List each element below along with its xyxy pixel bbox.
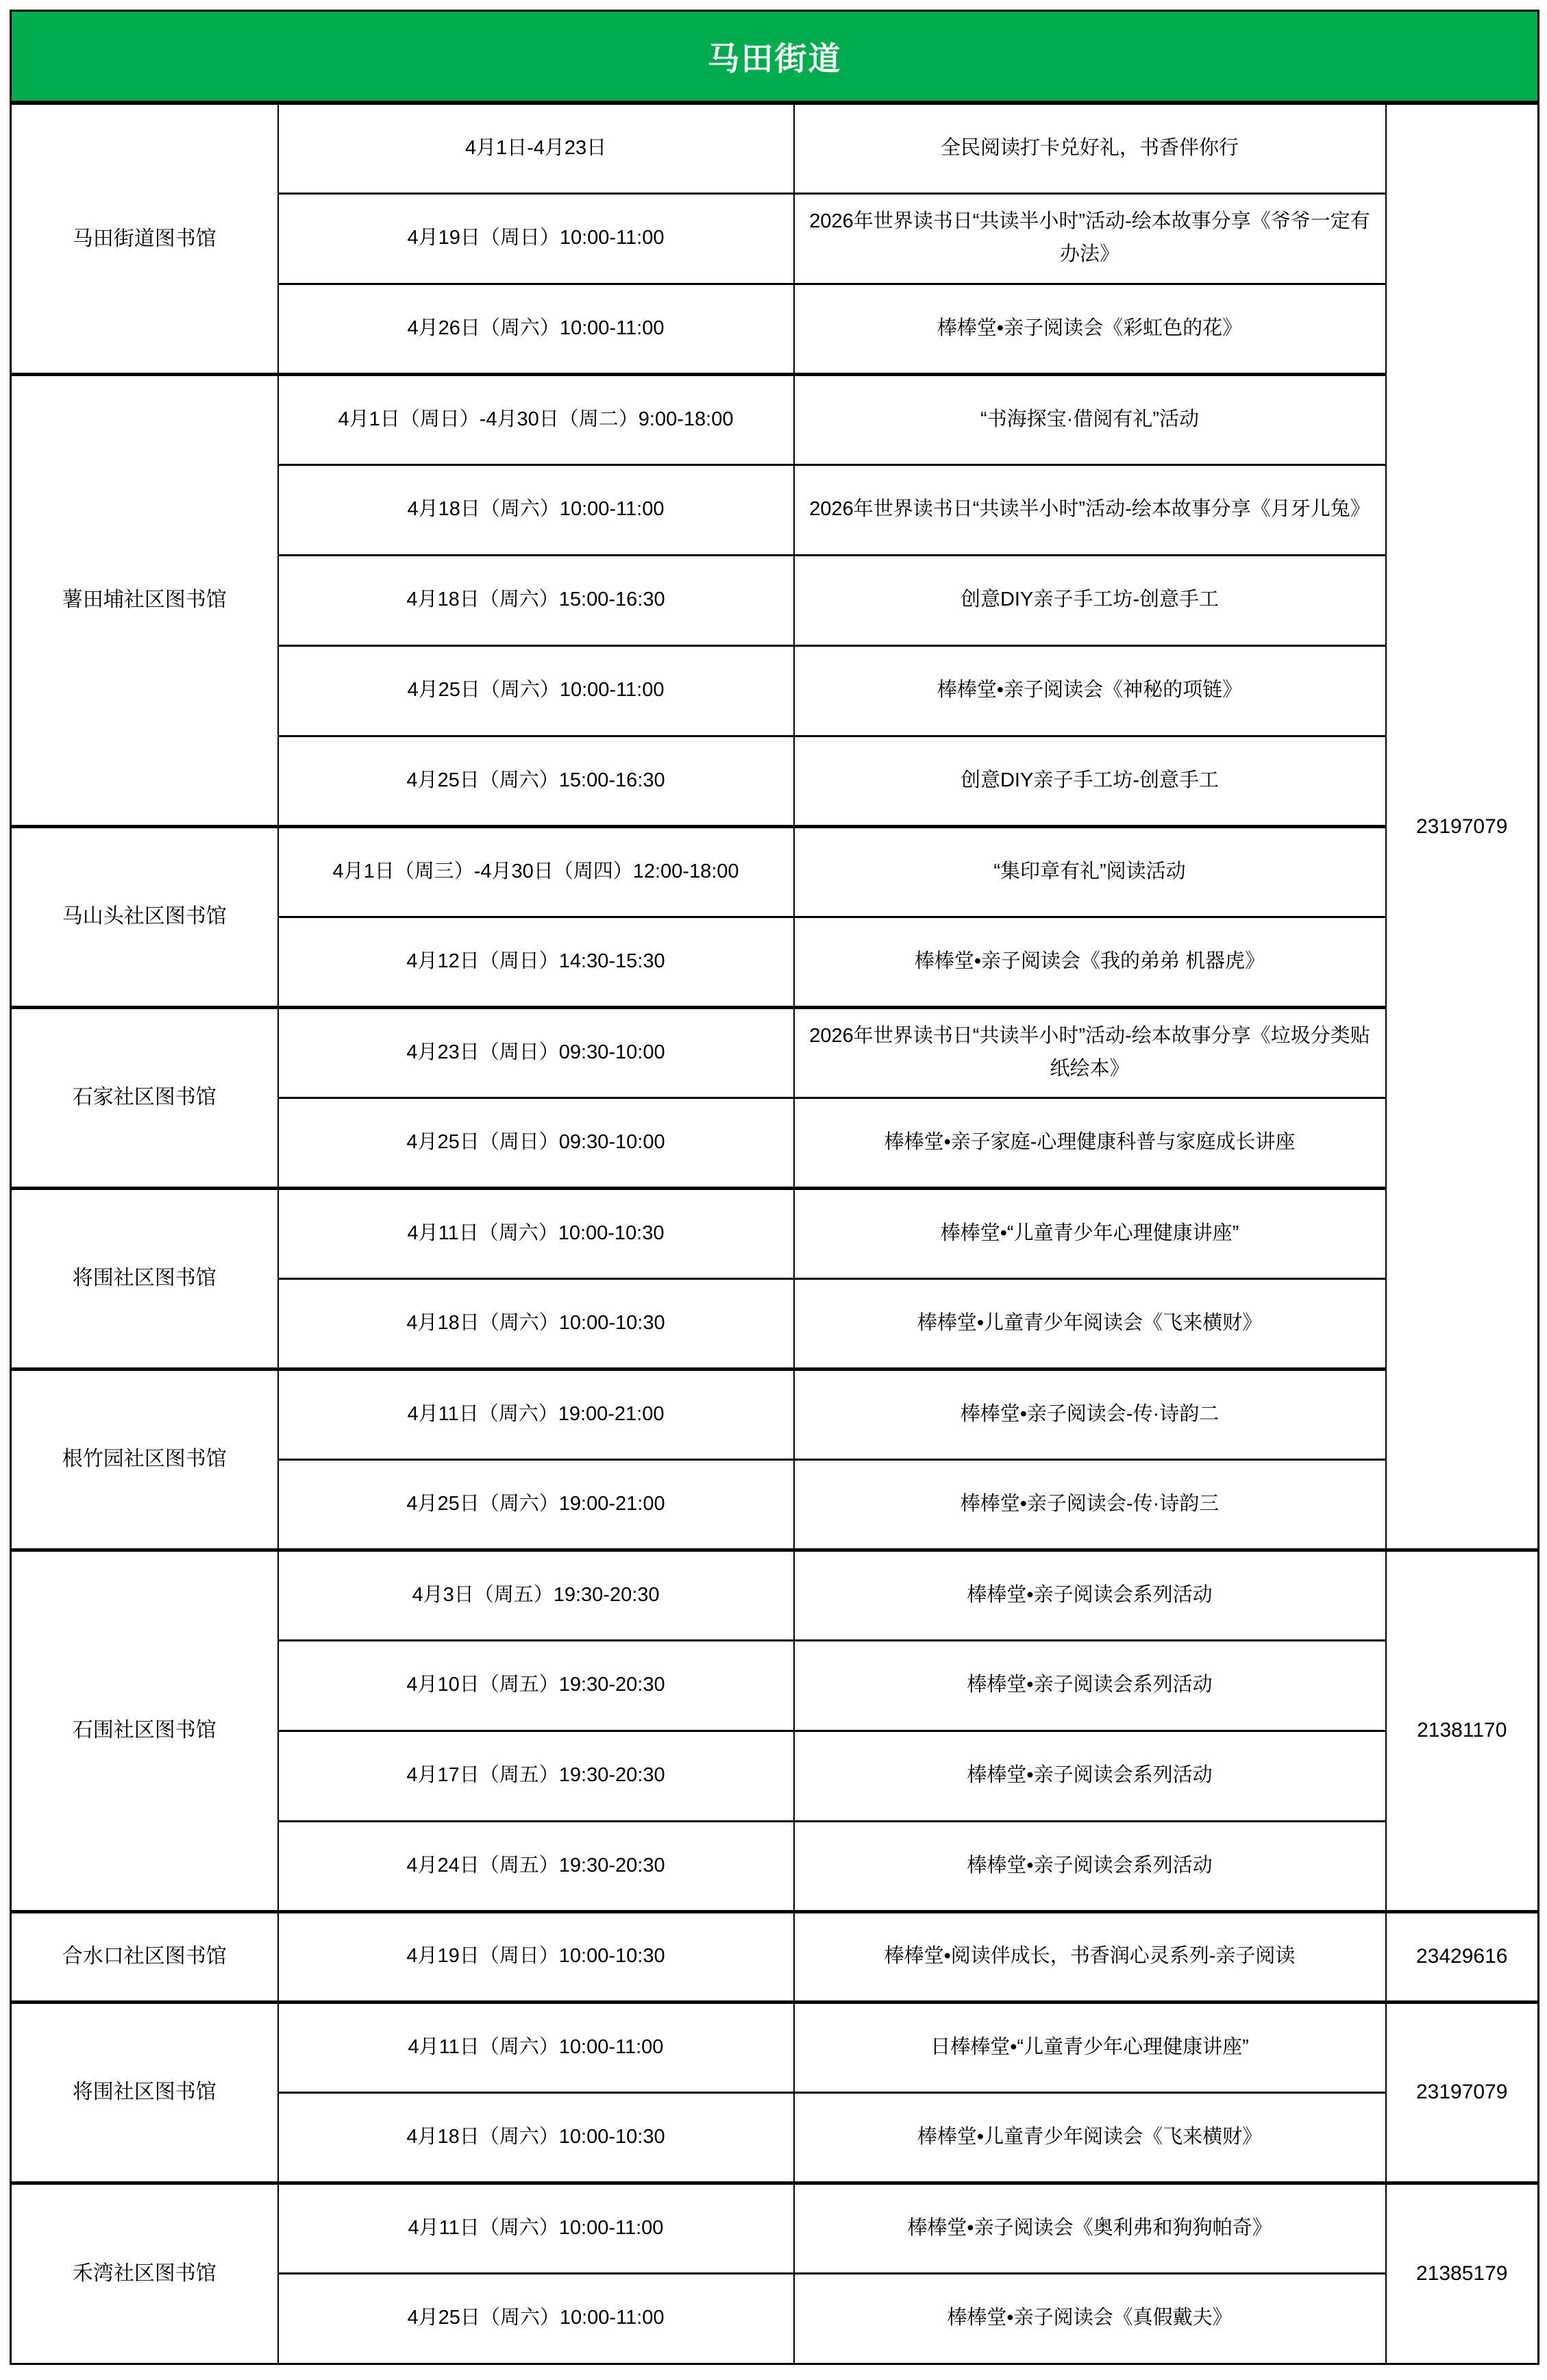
activity-cell: 棒棒堂•亲子阅读会-传·诗韵三 [794,1459,1386,1550]
table-row [11,1188,1539,1278]
activity-cell: 创意DIY亲子手工坊-创意手工 [794,555,1386,645]
activity-cell: 棒棒堂•亲子阅读会系列活动 [794,1550,1386,1640]
activity-cell: “书海探宝·借阅有礼”活动 [794,374,1386,464]
table-row [11,103,1539,193]
activity-cell: 棒棒堂•亲子阅读会-传·诗韵二 [794,1369,1386,1459]
datetime-cell: 4月25日（周日）09:30-10:00 [278,1098,794,1188]
library-name-cell: 将围社区图书馆 [11,1188,278,1369]
activity-cell: 棒棒堂•亲子阅读会《神秘的项链》 [794,645,1386,736]
activity-cell: “集印章有礼”阅读活动 [794,826,1386,917]
activity-cell: 棒棒堂•亲子阅读会系列活动 [794,1731,1386,1821]
datetime-cell: 4月25日（周六）10:00-11:00 [278,2273,794,2364]
library-name-cell: 石围社区图书馆 [11,1550,278,1911]
activity-cell: 棒棒堂•阅读伴成长，书香润心灵系列-亲子阅读 [794,1911,1386,2002]
datetime-cell: 4月11日（周六）10:00-11:00 [278,2183,794,2273]
table-row [11,1007,1539,1098]
datetime-cell: 4月1日（周三）-4月30日（周四）12:00-18:00 [278,826,794,917]
datetime-cell: 4月10日（周五）19:30-20:30 [278,1640,794,1731]
schedule-table-container [10,10,1537,2365]
datetime-cell: 4月11日（周六）10:00-10:30 [278,1188,794,1278]
library-name-cell: 马田街道图书馆 [11,103,278,374]
phone-cell: 21381170 [1386,1550,1539,1911]
table-row [11,1550,1539,1640]
page-title: 马田街道 [11,11,1539,103]
datetime-cell: 4月25日（周六）19:00-21:00 [278,1459,794,1550]
datetime-cell: 4月11日（周六）10:00-11:00 [278,2002,794,2092]
activity-cell: 棒棒堂•亲子阅读会《我的弟弟 机器虎》 [794,917,1386,1007]
activity-cell: 棒棒堂•亲子阅读会《真假戴夫》 [794,2273,1386,2364]
datetime-cell: 4月25日（周六）10:00-11:00 [278,645,794,736]
datetime-cell: 4月12日（周日）14:30-15:30 [278,917,794,1007]
phone-cell: 21385179 [1386,2183,1539,2364]
activity-cell: 棒棒堂•亲子阅读会系列活动 [794,1821,1386,1911]
library-name-cell: 合水口社区图书馆 [11,1911,278,2002]
activity-cell: 棒棒堂•儿童青少年阅读会《飞来横财》 [794,2092,1386,2183]
datetime-cell: 4月18日（周六）10:00-11:00 [278,464,794,555]
table-row [11,374,1539,464]
table-row [11,1911,1539,2002]
library-name-cell: 将围社区图书馆 [11,2002,278,2183]
datetime-cell: 4月19日（周日）10:00-10:30 [278,1911,794,2002]
table-row [11,2002,1539,2092]
activity-cell: 日棒棒堂•“儿童青少年心理健康讲座” [794,2002,1386,2092]
activity-cell: 棒棒堂•儿童青少年阅读会《飞来横财》 [794,1278,1386,1369]
schedule-table [10,10,1539,2365]
table-row [11,1369,1539,1459]
phone-cell: 23197079 [1386,103,1539,1550]
datetime-cell: 4月19日（周日）10:00-11:00 [278,193,794,284]
datetime-cell: 4月18日（周六）10:00-10:30 [278,1278,794,1369]
table-row [11,826,1539,917]
header-row [11,11,1539,103]
activity-cell: 棒棒堂•“儿童青少年心理健康讲座” [794,1188,1386,1278]
library-name-cell: 石家社区图书馆 [11,1007,278,1188]
activity-cell: 2026年世界读书日“共读半小时”活动-绘本故事分享《月牙儿兔》 [794,464,1386,555]
datetime-cell: 4月3日（周五）19:30-20:30 [278,1550,794,1640]
activity-cell: 棒棒堂•亲子阅读会系列活动 [794,1640,1386,1731]
library-name-cell: 马山头社区图书馆 [11,826,278,1007]
library-name-cell: 薯田埔社区图书馆 [11,374,278,826]
datetime-cell: 4月25日（周六）15:00-16:30 [278,736,794,826]
activity-cell: 棒棒堂•亲子家庭-心理健康科普与家庭成长讲座 [794,1098,1386,1188]
datetime-cell: 4月11日（周六）19:00-21:00 [278,1369,794,1459]
activity-cell: 棒棒堂•亲子阅读会《奥利弗和狗狗帕奇》 [794,2183,1386,2273]
datetime-cell: 4月17日（周五）19:30-20:30 [278,1731,794,1821]
phone-cell: 23429616 [1386,1911,1539,2002]
library-name-cell: 禾湾社区图书馆 [11,2183,278,2364]
activity-cell: 2026年世界读书日“共读半小时”活动-绘本故事分享《垃圾分类贴纸绘本》 [794,1007,1386,1098]
activity-cell: 棒棒堂•亲子阅读会《彩虹色的花》 [794,284,1386,374]
datetime-cell: 4月26日（周六）10:00-11:00 [278,284,794,374]
datetime-cell: 4月1日（周日）-4月30日（周二）9:00-18:00 [278,374,794,464]
datetime-cell: 4月1日-4月23日 [278,103,794,193]
datetime-cell: 4月18日（周六）10:00-10:30 [278,2092,794,2183]
datetime-cell: 4月23日（周日）09:30-10:00 [278,1007,794,1098]
activity-cell: 2026年世界读书日“共读半小时”活动-绘本故事分享《爷爷一定有办法》 [794,193,1386,284]
phone-cell: 23197079 [1386,2002,1539,2183]
activity-cell: 创意DIY亲子手工坊-创意手工 [794,736,1386,826]
library-name-cell: 根竹园社区图书馆 [11,1369,278,1550]
datetime-cell: 4月24日（周五）19:30-20:30 [278,1821,794,1911]
table-row [11,2183,1539,2273]
datetime-cell: 4月18日（周六）15:00-16:30 [278,555,794,645]
activity-cell: 全民阅读打卡兑好礼，书香伴你行 [794,103,1386,193]
